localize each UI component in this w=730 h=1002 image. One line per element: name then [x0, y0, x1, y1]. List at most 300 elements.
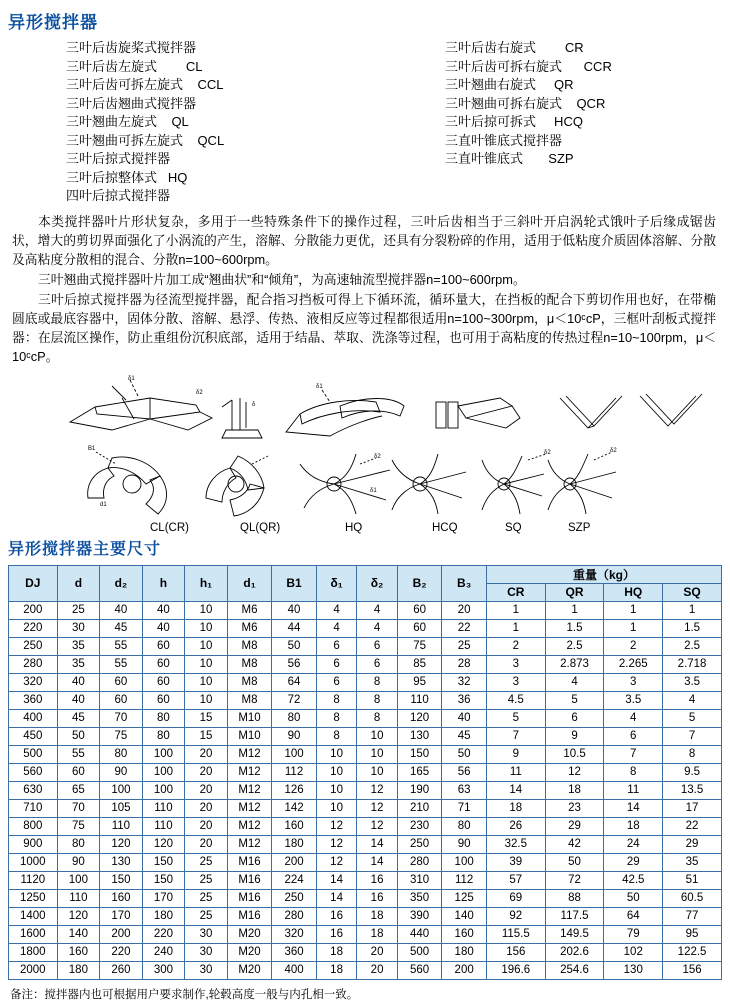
- list-item: 三叶后掠式搅拌器: [66, 151, 171, 166]
- table-row: [9, 637, 722, 655]
- table-cell: 250: [272, 889, 317, 907]
- list-item: 三叶翘曲可拆左旋式 QCL: [66, 132, 225, 148]
- table-cell: 10: [185, 637, 228, 655]
- table-cell: 88: [545, 889, 604, 907]
- table-cell: 29: [663, 835, 722, 853]
- table-cell: M16: [227, 871, 272, 889]
- plan-view-sq: [482, 450, 551, 514]
- table-cell: 115.5: [486, 925, 545, 943]
- table-cell: 4: [545, 673, 604, 691]
- table-cell: 1120: [9, 871, 58, 889]
- table-cell: 149.5: [545, 925, 604, 943]
- table-cell: 5: [545, 691, 604, 709]
- table-cell: 450: [9, 727, 58, 745]
- table-cell: 20: [185, 799, 228, 817]
- impeller-figures: [0, 372, 730, 532]
- table-cell: 16: [357, 871, 398, 889]
- table-cell: 14: [357, 853, 398, 871]
- table-cell: 100: [272, 745, 317, 763]
- table-cell: 6: [545, 709, 604, 727]
- table-cell: 8: [316, 727, 357, 745]
- dimensions-table-wrap: [0, 565, 730, 980]
- table-row: [9, 799, 722, 817]
- table-row: [9, 619, 722, 637]
- table-cell: 560: [397, 961, 442, 979]
- table-cell: 85: [397, 655, 442, 673]
- table-cell: 36: [442, 691, 487, 709]
- table-cell: M20: [227, 925, 272, 943]
- table-cell: 13.5: [663, 781, 722, 799]
- list-item: 三叶后掠整体式 HQ: [66, 169, 188, 185]
- table-cell: M8: [227, 691, 272, 709]
- table-cell: 500: [397, 943, 442, 961]
- table-cell: 20: [185, 817, 228, 835]
- table-cell: 360: [9, 691, 58, 709]
- table-cell: 7: [486, 727, 545, 745]
- table-cell: 180: [272, 835, 317, 853]
- table-cell: 14: [486, 781, 545, 799]
- table-cell: 126: [272, 781, 317, 799]
- blade-detail-sq: [560, 394, 702, 428]
- svg-text:B1: B1: [88, 445, 96, 452]
- table-cell: M12: [227, 799, 272, 817]
- figure-caption: HCQ: [432, 521, 458, 534]
- table-cell: 220: [9, 619, 58, 637]
- table-cell: 25: [185, 907, 228, 925]
- table-cell: 310: [397, 871, 442, 889]
- table-cell: 200: [442, 961, 487, 979]
- table-cell: 20: [357, 961, 398, 979]
- table-cell: 2.5: [545, 637, 604, 655]
- table-cell: 400: [9, 709, 58, 727]
- table-cell: 180: [442, 943, 487, 961]
- svg-text:δ1: δ1: [128, 375, 135, 382]
- table-cell: 18: [357, 907, 398, 925]
- table-cell: 75: [57, 817, 100, 835]
- svg-text:δ2: δ2: [374, 453, 381, 460]
- table-cell: 224: [272, 871, 317, 889]
- table-cell: 110: [142, 799, 185, 817]
- table-cell: 92: [486, 907, 545, 925]
- table-cell: 40: [57, 673, 100, 691]
- table-cell: 280: [9, 655, 58, 673]
- table-cell: 4: [357, 619, 398, 637]
- table-cell: 10: [316, 781, 357, 799]
- table-cell: M6: [227, 619, 272, 637]
- table-cell: 260: [100, 961, 143, 979]
- table-cell: 300: [142, 961, 185, 979]
- table-row: [9, 835, 722, 853]
- figure-caption: CL(CR): [150, 521, 189, 534]
- table-cell: 140: [442, 907, 487, 925]
- table-cell: 150: [397, 745, 442, 763]
- table-cell: 8: [357, 709, 398, 727]
- table-row: [9, 727, 722, 745]
- table-cell: 2.873: [545, 655, 604, 673]
- table-cell: 6: [316, 655, 357, 673]
- table-row: [9, 817, 722, 835]
- table-cell: 12: [545, 763, 604, 781]
- table-cell: 15: [185, 709, 228, 727]
- col-weight-group: 重量（kg）: [486, 565, 721, 583]
- svg-text:δ1: δ1: [316, 383, 323, 390]
- table-cell: 122.5: [663, 943, 722, 961]
- table-cell: M16: [227, 853, 272, 871]
- col-b3: B₃: [442, 565, 487, 601]
- table-row: [9, 943, 722, 961]
- table-cell: 14: [357, 835, 398, 853]
- table-cell: 18: [357, 925, 398, 943]
- list-item: 三叶翘曲可拆右旋式 QCR: [445, 95, 606, 111]
- table-cell: 45: [57, 709, 100, 727]
- table-cell: M16: [227, 889, 272, 907]
- table-cell: 30: [57, 619, 100, 637]
- plan-view-ql: [206, 456, 268, 516]
- table-cell: 120: [397, 709, 442, 727]
- table-cell: 150: [142, 871, 185, 889]
- table-cell: 100: [142, 781, 185, 799]
- table-cell: 25: [442, 637, 487, 655]
- table-cell: 2: [486, 637, 545, 655]
- table-cell: 254.6: [545, 961, 604, 979]
- table-row: [9, 961, 722, 979]
- table-cell: 60: [142, 691, 185, 709]
- table-cell: 29: [604, 853, 663, 871]
- svg-text:δ2: δ2: [196, 389, 203, 396]
- table-cell: 165: [397, 763, 442, 781]
- table-cell: 4: [357, 601, 398, 619]
- table-cell: 100: [442, 853, 487, 871]
- table-cell: 180: [142, 907, 185, 925]
- table-cell: 22: [442, 619, 487, 637]
- table-cell: 20: [442, 601, 487, 619]
- list-item: 三叶后齿可拆右旋式 CCR: [445, 58, 612, 74]
- table-cell: 350: [397, 889, 442, 907]
- table-cell: 25: [185, 889, 228, 907]
- table-cell: 79: [604, 925, 663, 943]
- table-cell: 160: [442, 925, 487, 943]
- table-cell: 120: [142, 835, 185, 853]
- table-cell: 40: [100, 601, 143, 619]
- table-cell: 1: [663, 601, 722, 619]
- table-cell: 69: [486, 889, 545, 907]
- table-cell: 50: [442, 745, 487, 763]
- list-item: 三叶后掠可拆式 HCQ: [445, 114, 583, 129]
- table-cell: 6: [316, 637, 357, 655]
- table-cell: 9: [486, 745, 545, 763]
- figure-captions: [0, 522, 730, 536]
- table-cell: 50: [545, 853, 604, 871]
- table-cell: 20: [185, 781, 228, 799]
- table-cell: 9: [545, 727, 604, 745]
- table-cell: M12: [227, 817, 272, 835]
- table-cell: 160: [272, 817, 317, 835]
- table-cell: 22: [663, 817, 722, 835]
- table-cell: 12: [357, 799, 398, 817]
- figure-caption: SQ: [505, 521, 522, 534]
- table-cell: 500: [9, 745, 58, 763]
- table-cell: M8: [227, 655, 272, 673]
- table-cell: 160: [100, 889, 143, 907]
- table-header: [9, 565, 722, 601]
- table-cell: 170: [100, 907, 143, 925]
- table-cell: 20: [185, 763, 228, 781]
- table-cell: 3: [486, 673, 545, 691]
- table-cell: 4: [316, 601, 357, 619]
- list-item: 三叶翘曲右旋式 QR: [445, 77, 574, 92]
- table-cell: 55: [100, 655, 143, 673]
- table-cell: 45: [100, 619, 143, 637]
- table-cell: 64: [604, 907, 663, 925]
- table-cell: 1: [604, 619, 663, 637]
- table-cell: 28: [442, 655, 487, 673]
- table-cell: 560: [9, 763, 58, 781]
- table-cell: 6: [357, 637, 398, 655]
- table-cell: 200: [272, 853, 317, 871]
- table-cell: 160: [57, 943, 100, 961]
- table-cell: 16: [316, 907, 357, 925]
- figure-caption: QL(QR): [240, 521, 281, 534]
- table-cell: 10: [185, 691, 228, 709]
- table-cell: 156: [486, 943, 545, 961]
- table-cell: 55: [57, 745, 100, 763]
- table-row: [9, 889, 722, 907]
- table-cell: 10: [316, 745, 357, 763]
- table-cell: 23: [545, 799, 604, 817]
- table-cell: 110: [100, 817, 143, 835]
- table-cell: M8: [227, 673, 272, 691]
- table-cell: 10: [357, 745, 398, 763]
- col-d1: d₁: [227, 565, 272, 601]
- section-title: 异形搅拌器主要尺寸: [8, 540, 162, 558]
- table-cell: 10: [185, 601, 228, 619]
- table-row: [9, 925, 722, 943]
- table-cell: 40: [272, 601, 317, 619]
- table-cell: 8: [357, 691, 398, 709]
- table-cell: 2.265: [604, 655, 663, 673]
- table-cell: 8: [316, 691, 357, 709]
- table-cell: M6: [227, 601, 272, 619]
- table-row: [9, 763, 722, 781]
- table-cell: 250: [397, 835, 442, 853]
- table-cell: 112: [272, 763, 317, 781]
- svg-text:δ: δ: [252, 401, 256, 408]
- table-cell: 1250: [9, 889, 58, 907]
- svg-text:d1: d1: [100, 501, 107, 508]
- table-cell: 800: [9, 817, 58, 835]
- table-cell: 112: [442, 871, 487, 889]
- table-cell: 5: [486, 709, 545, 727]
- table-cell: 6: [604, 727, 663, 745]
- blade-detail-ql: [222, 398, 262, 438]
- table-cell: 10: [185, 619, 228, 637]
- table-cell: 100: [142, 763, 185, 781]
- table-cell: 75: [397, 637, 442, 655]
- col-weight-sq: SQ: [663, 583, 722, 601]
- table-cell: 18: [316, 961, 357, 979]
- table-cell: 12: [316, 853, 357, 871]
- table-cell: 20: [185, 835, 228, 853]
- table-cell: M12: [227, 835, 272, 853]
- table-cell: 4: [604, 709, 663, 727]
- figure-caption: HQ: [345, 521, 363, 534]
- table-cell: 3.5: [663, 673, 722, 691]
- table-cell: 210: [397, 799, 442, 817]
- plan-view-szp: [548, 448, 617, 514]
- col-d: d: [57, 565, 100, 601]
- table-cell: 250: [9, 637, 58, 655]
- table-cell: 35: [663, 853, 722, 871]
- table-cell: 16: [316, 925, 357, 943]
- table-cell: 150: [100, 871, 143, 889]
- col-b2: B₂: [397, 565, 442, 601]
- figure-caption: SZP: [568, 521, 591, 534]
- table-cell: 1: [604, 601, 663, 619]
- table-cell: 50: [272, 637, 317, 655]
- table-cell: 3: [604, 673, 663, 691]
- table-cell: 60: [142, 655, 185, 673]
- table-cell: 12: [316, 817, 357, 835]
- table-cell: 30: [185, 943, 228, 961]
- table-cell: 320: [9, 673, 58, 691]
- table-cell: 125: [442, 889, 487, 907]
- col-h: h: [142, 565, 185, 601]
- table-cell: 20: [185, 745, 228, 763]
- table-cell: 80: [142, 709, 185, 727]
- table-cell: 6: [357, 655, 398, 673]
- table-cell: 1000: [9, 853, 58, 871]
- table-cell: 80: [100, 745, 143, 763]
- table-cell: 440: [397, 925, 442, 943]
- table-cell: M10: [227, 727, 272, 745]
- table-row: [9, 655, 722, 673]
- plan-view-hq: [300, 454, 390, 514]
- table-cell: 10: [185, 673, 228, 691]
- table-cell: 102: [604, 943, 663, 961]
- table-cell: 320: [272, 925, 317, 943]
- table-cell: 40: [142, 601, 185, 619]
- table-cell: 29: [545, 817, 604, 835]
- table-cell: 60.5: [663, 889, 722, 907]
- table-cell: 42: [545, 835, 604, 853]
- table-cell: 35: [57, 655, 100, 673]
- col-h1: h₁: [185, 565, 228, 601]
- table-row: [9, 871, 722, 889]
- table-cell: 8: [357, 673, 398, 691]
- table-cell: 390: [397, 907, 442, 925]
- table-cell: M20: [227, 943, 272, 961]
- table-cell: 14: [604, 799, 663, 817]
- list-item: 三直叶锥底式搅拌器: [445, 132, 563, 148]
- blade-detail-hcq: [436, 398, 520, 428]
- table-cell: 25: [185, 871, 228, 889]
- table-cell: 57: [486, 871, 545, 889]
- table-cell: 220: [100, 943, 143, 961]
- table-note: 备注：搅拌器内也可根据用户要求制作,轮毂高度一般与内孔相一致。: [10, 988, 359, 1001]
- table-cell: 120: [100, 835, 143, 853]
- table-cell: 8: [663, 745, 722, 763]
- table-cell: 180: [57, 961, 100, 979]
- plan-view-cl: [88, 446, 167, 514]
- table-cell: 12: [357, 781, 398, 799]
- table-row: [9, 691, 722, 709]
- col-weight-hq: HQ: [604, 583, 663, 601]
- table-cell: 130: [397, 727, 442, 745]
- table-cell: 90: [100, 763, 143, 781]
- table-cell: 55: [100, 637, 143, 655]
- table-cell: 45: [442, 727, 487, 745]
- blade-detail-cl: [70, 376, 212, 430]
- svg-text:δ1: δ1: [370, 487, 377, 494]
- table-cell: 230: [397, 817, 442, 835]
- table-row: [9, 745, 722, 763]
- list-item: 三叶后齿翘曲式搅拌器: [66, 95, 197, 111]
- svg-text:δ2: δ2: [610, 447, 617, 454]
- table-cell: 25: [57, 601, 100, 619]
- table-cell: 15: [185, 727, 228, 745]
- col-b1: B1: [272, 565, 317, 601]
- table-cell: 60: [100, 691, 143, 709]
- table-cell: 710: [9, 799, 58, 817]
- table-cell: 1.5: [545, 619, 604, 637]
- table-cell: 140: [57, 925, 100, 943]
- table-cell: 90: [57, 853, 100, 871]
- table-cell: 150: [142, 853, 185, 871]
- col-weight-qr: QR: [545, 583, 604, 601]
- col-delta2: δ₂: [357, 565, 398, 601]
- table-cell: 90: [272, 727, 317, 745]
- table-cell: 95: [397, 673, 442, 691]
- col-delta1: δ₁: [316, 565, 357, 601]
- table-cell: 110: [397, 691, 442, 709]
- table-cell: 50: [57, 727, 100, 745]
- table-cell: 130: [100, 853, 143, 871]
- table-cell: 14: [316, 889, 357, 907]
- table-cell: 40: [142, 619, 185, 637]
- table-cell: 72: [545, 871, 604, 889]
- name-column-right: [445, 39, 730, 206]
- table-cell: 1: [486, 601, 545, 619]
- table-cell: 6: [316, 673, 357, 691]
- table-cell: 18: [604, 817, 663, 835]
- col-dj: DJ: [9, 565, 58, 601]
- table-cell: 42.5: [604, 871, 663, 889]
- table-row: [9, 673, 722, 691]
- table-body: [9, 601, 722, 979]
- table-cell: 7: [604, 745, 663, 763]
- table-cell: 10: [357, 727, 398, 745]
- table-cell: 196.6: [486, 961, 545, 979]
- table-cell: 8: [604, 763, 663, 781]
- table-cell: 26: [486, 817, 545, 835]
- table-cell: 65: [57, 781, 100, 799]
- table-cell: 18: [316, 943, 357, 961]
- impeller-drawings: [0, 372, 730, 522]
- table-cell: 110: [57, 889, 100, 907]
- table-cell: 1600: [9, 925, 58, 943]
- table-cell: 72: [272, 691, 317, 709]
- table-cell: 32: [442, 673, 487, 691]
- table-cell: 18: [545, 781, 604, 799]
- table-header-row-1: [9, 565, 722, 583]
- table-cell: 25: [185, 853, 228, 871]
- table-cell: 4: [663, 691, 722, 709]
- table-cell: 60: [397, 619, 442, 637]
- table-cell: 10: [316, 799, 357, 817]
- table-cell: M12: [227, 781, 272, 799]
- table-cell: 1.5: [663, 619, 722, 637]
- table-cell: M8: [227, 637, 272, 655]
